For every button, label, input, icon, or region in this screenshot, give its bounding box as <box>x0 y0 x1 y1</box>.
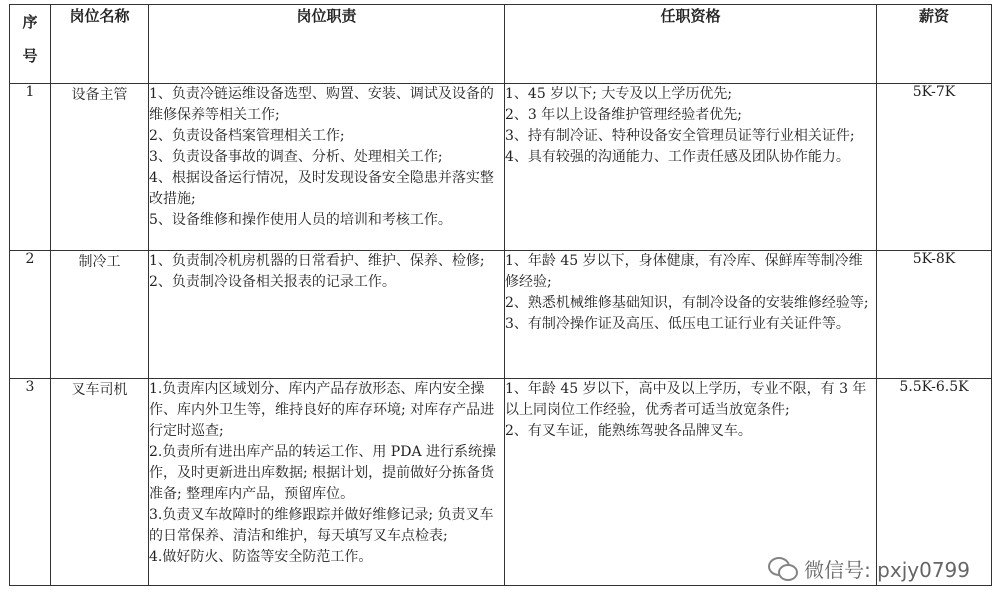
qualification-line: 1、年龄 45 岁以下，高中及以上学历，专业不限，有 3 年以上同岗位工作经验，优秀者可适当放宽条件; <box>505 381 867 418</box>
wechat-icon <box>768 557 796 581</box>
row-duties <box>149 251 505 379</box>
watermark-text: 微信号: pxjy0799 <box>804 558 970 582</box>
row-salary: 5K-8K <box>877 251 992 379</box>
duty-line: 1、负责制冷机房机器的日常看护、维护、保养、检修; <box>149 253 485 269</box>
row-salary: 5.5K-6.5K <box>877 379 992 586</box>
header-index <box>10 5 51 84</box>
row-title: 制冷工 <box>51 251 149 379</box>
row-qualifications <box>505 84 877 251</box>
header-index-bottom: 号 <box>22 47 38 65</box>
qualification-line: 3、持有制冷证、特种设备安全管理员证等行业相关证件; <box>505 128 855 144</box>
row-salary: 5K-7K <box>877 84 992 251</box>
qualification-line: 2、熟悉机械维修基础知识，有制冷设备的安装维修经验等; <box>505 295 869 311</box>
row-index: 2 <box>10 251 51 379</box>
duty-line: 3.负责叉车故障时的维修跟踪并做好维修记录; 负责叉车的日常保养、清洁和维护，每天填写叉车点检表; <box>149 507 494 544</box>
qualification-line: 1、年龄 45 岁以下，身体健康，有冷库、保鲜库等制冷维修经验; <box>505 253 863 290</box>
qualification-line: 1、45 岁以下; 大专及以上学历优先; <box>505 86 733 102</box>
table-row <box>10 251 992 379</box>
qualification-line: 4、具有较强的沟通能力、工作责任感及团队协作能力。 <box>505 149 850 165</box>
row-title: 设备主管 <box>51 84 149 251</box>
duty-line: 2.负责所有进出库产品的转运工作、用 PDA 进行系统操作，及时更新进出库数据; 根据计划，提前做好分拣备货准备; 整理库内产品，预留库位。 <box>149 444 497 502</box>
row-duties <box>149 84 505 251</box>
duty-line: 4.做好防火、防盗等安全防范工作。 <box>149 549 373 565</box>
qualification-line: 2、3 年以上设备维护管理经验者优先; <box>505 107 742 123</box>
row-index: 1 <box>10 84 51 251</box>
row-duties <box>149 379 505 586</box>
header-qualifications: 任职资格 <box>505 5 877 84</box>
row-qualifications <box>505 251 877 379</box>
header-duties: 岗位职责 <box>149 5 505 84</box>
job-table <box>9 4 992 586</box>
table-row <box>10 84 992 251</box>
header-index-top: 序 <box>22 13 38 31</box>
duty-line: 4、根据设备运行情况，及时发现设备安全隐患并落实整改措施; <box>149 170 494 207</box>
header-row <box>10 5 992 84</box>
qualification-line: 3、有制冷操作证及高压、低压电工证行业有关证件等。 <box>505 316 850 332</box>
qualification-line: 2、有叉车证，能熟练驾驶各品牌叉车。 <box>505 423 752 439</box>
duty-line: 2、负责制冷设备相关报表的记录工作。 <box>149 274 396 290</box>
duty-line: 1、负责冷链运维设备选型、购置、安装、调试及设备的维修保养等相关工作; <box>149 86 494 123</box>
duty-line: 5、设备维修和操作使用人员的培训和考核工作。 <box>149 212 452 228</box>
row-title: 叉车司机 <box>51 379 149 586</box>
header-title: 岗位名称 <box>51 5 149 84</box>
duty-line: 3、负责设备事故的调查、分析、处理相关工作; <box>149 149 443 165</box>
duty-line: 2、负责设备档案管理相关工作; <box>149 128 345 144</box>
row-index: 3 <box>10 379 51 586</box>
header-salary: 薪资 <box>877 5 992 84</box>
duty-line: 1.负责库内区域划分、库内产品存放形态、库内安全操作、库内外卫生等，维持良好的库存环境; 对库存产品进行定时巡查; <box>149 381 495 439</box>
watermark <box>768 554 970 583</box>
